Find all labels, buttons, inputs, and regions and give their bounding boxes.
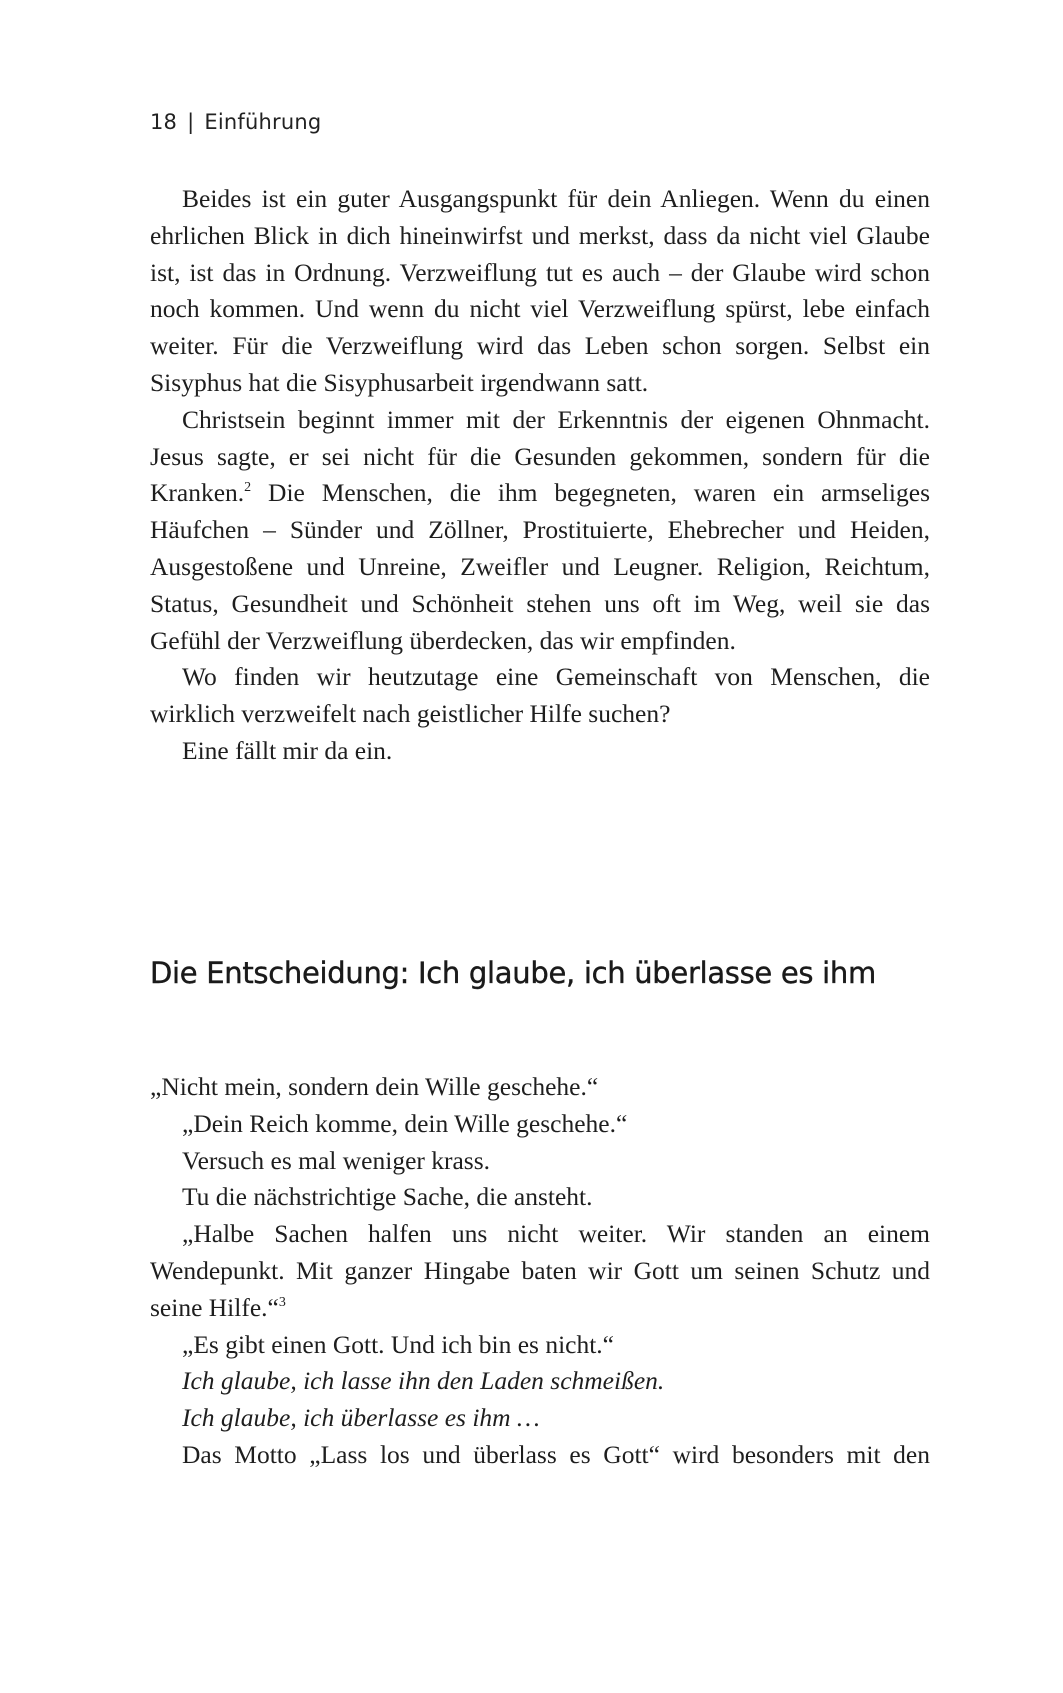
paragraph: Tu die nächstrichtige Sache, die ansteht. (182, 1182, 593, 1212)
paragraph: Wo finden wir heutzutage eine Gemeinschaft von Menschen, die wirklich verzweifelt nach geistlicher Hilfe suchen? (150, 662, 930, 729)
paragraph: Das Motto „Lass los und überlass es Gott“ wird besonders mit den (182, 1439, 930, 1469)
paragraph: Versuch es mal weniger krass. (182, 1145, 491, 1175)
paragraph: „Dein Reich komme, dein Wille geschehe.“ (182, 1108, 628, 1138)
page-number: 18 (150, 110, 178, 134)
paragraph-italic: Ich glaube, ich lasse ihn den Laden schmeißen. (182, 1366, 665, 1396)
footnote-marker[interactable]: 2 (244, 480, 252, 496)
paragraph: Beides ist ein guter Ausgangspunkt für dein Anliegen. Wenn du einen ehrlichen Blick in dich hineinwirfst und merkst, dass da nicht viel Glaube ist, ist das in Ordnung. Verzweiflung tut es auch – der Glaube wird schon noch kommen. Und wenn du nicht viel Verzweiflung spürst, lebe einfach weiter. Für die Verzweiflung wird das Leben schon sorgen. Selbst ein Sisyphus hat die Sisyphusarbeit irgendwann satt. (150, 184, 930, 397)
paragraph (150, 402, 930, 660)
paragraph (150, 1216, 930, 1326)
paragraph-italic: Ich glaube, ich überlasse es ihm … (182, 1403, 540, 1433)
running-header (150, 110, 321, 134)
header-separator: | (187, 110, 195, 134)
paragraph: „Nicht mein, sondern dein Wille geschehe.“ (150, 1072, 599, 1101)
paragraph: Eine fällt mir da ein. (182, 735, 393, 765)
paragraph-text: „Halbe Sachen halfen uns nicht weiter. Wir standen an einem Wendepunkt. Mit ganzer Hingabe baten wir Gott um seinen Schutz und seine Hilfe.“ (150, 1219, 930, 1322)
body-text-section-1 (150, 181, 930, 770)
footnote-marker[interactable]: 3 (278, 1294, 286, 1310)
paragraph: „Es gibt einen Gott. Und ich bin es nicht.“ (182, 1329, 614, 1359)
section-heading: Die Entscheidung: Ich glaube, ich überlasse es ihm (150, 956, 876, 990)
chapter-title: Einführung (204, 110, 322, 134)
paragraph-text: Die Menschen, die ihm begegneten, waren ein armseliges Häufchen – Sünder und Zöllner, Prostituierte, Ehebrecher und Heiden, Ausgestoßene und Unreine, Zweifler und Leugner. Religion, Reichtum, Status, Gesundheit und Schönheit stehen uns oft im Weg, weil sie das Gefühl der Verzweiflung überdecken, das wir empfinden. (150, 478, 930, 655)
paragraph-text: Christsein beginnt immer mit der Erkenntnis der eigenen Ohnmacht. Jesus sagte, er sei nicht für die Gesunden gekommen, sondern für die Kranken. (150, 404, 930, 508)
body-text-section-2 (150, 1069, 930, 1474)
